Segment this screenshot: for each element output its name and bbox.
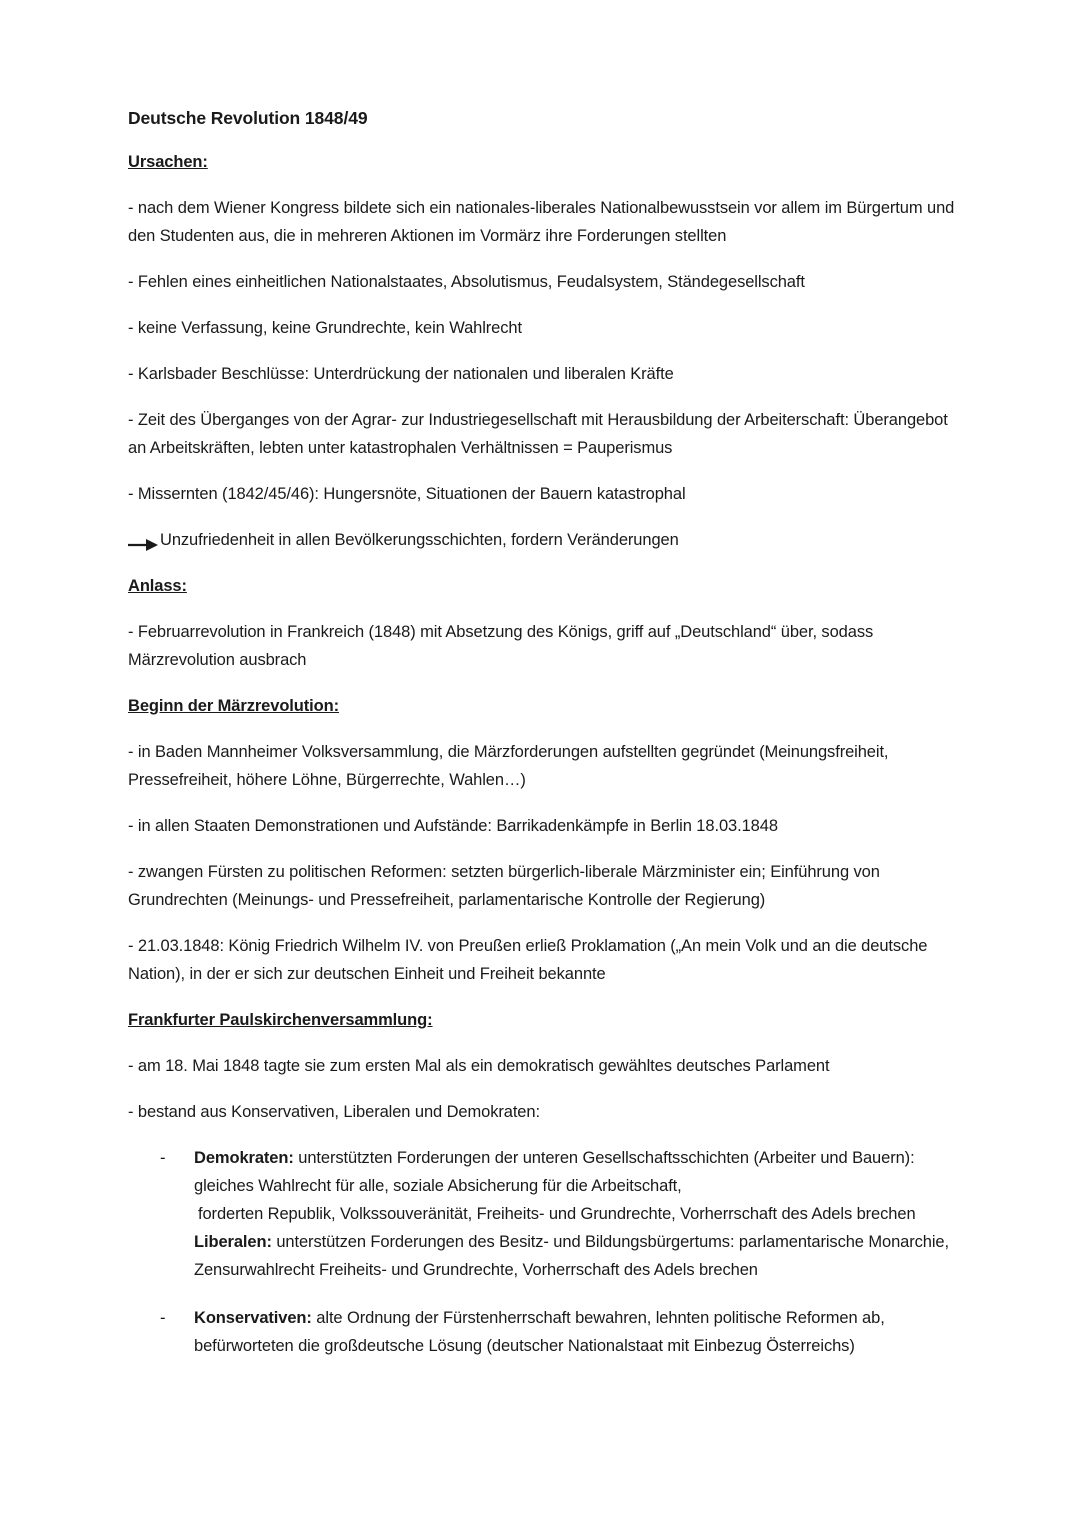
paragraph: - Februarrevolution in Frankreich (1848) mit Absetzung des Königs, griff auf „Deutschland“ über, sodass Märzrevolution ausbrach bbox=[128, 623, 874, 669]
document-title: Deutsche Revolution 1848/49 bbox=[128, 108, 368, 128]
section-heading-ursachen: Ursachen: bbox=[128, 153, 208, 171]
konservativen-entry bbox=[194, 1304, 958, 1360]
document-page bbox=[128, 104, 958, 1380]
paragraph: - Karlsbader Beschlüsse: Unterdrückung der nationalen und liberalen Kräfte bbox=[128, 365, 674, 383]
conclusion-text: Unzufriedenheit in allen Bevölkerungsschichten, fordern Veränderungen bbox=[160, 531, 679, 549]
paragraph: - Fehlen eines einheitlichen Nationalstaates, Absolutismus, Feudalsystem, Ständegesellschaft bbox=[128, 273, 805, 291]
paragraph: - in Baden Mannheimer Volksversammlung, die Märzforderungen aufstellten gegründet (Meinungsfreiheit, Pressefreiheit, höhere Löhne, Bürgerrechte, Wahlen…) bbox=[128, 743, 889, 789]
paragraph: - nach dem Wiener Kongress bildete sich ein nationales-liberales Nationalbewusstsein vor allem im Bürgertum und den Studenten aus, die in mehreren Aktionen im Vormärz ihre Forderungen stellten bbox=[128, 199, 955, 245]
section-heading-beginn: Beginn der Märzrevolution: bbox=[128, 697, 339, 715]
paragraph: - Zeit des Überganges von der Agrar- zur Industriegesellschaft mit Herausbildung der Arbeiterschaft: Überangebot an Arbeitskräften, lebten unter katastrophalen Verhältnissen = Pauperismus bbox=[128, 411, 948, 457]
paragraph: - keine Verfassung, keine Grundrechte, kein Wahlrecht bbox=[128, 319, 522, 337]
list-item-konservativen bbox=[128, 1304, 958, 1360]
demokraten-label: Demokraten: bbox=[194, 1149, 294, 1167]
paragraph: - 21.03.1848: König Friedrich Wilhelm IV. von Preußen erließ Proklamation („An mein Volk und an die deutsche Nation), in der er sich zur deutschen Einheit und Freiheit bekannte bbox=[128, 937, 928, 983]
section-heading-paulskirche: Frankfurter Paulskirchenversammlung: bbox=[128, 1011, 433, 1029]
paragraph: - bestand aus Konservativen, Liberalen und Demokraten: bbox=[128, 1103, 540, 1121]
demokraten-entry bbox=[194, 1144, 958, 1200]
section-heading-anlass: Anlass: bbox=[128, 577, 187, 595]
right-arrow-icon bbox=[128, 533, 160, 547]
liberalen-label: Liberalen: bbox=[194, 1233, 272, 1251]
party-list bbox=[128, 1144, 958, 1360]
list-dash: - bbox=[160, 1149, 166, 1167]
demokraten-text: unterstützten Forderungen der unteren Gesellschaftsschichten (Arbeiter und Bauern): gleiches Wahlrecht für alle, soziale Absicherung für die Arbeitschaft, bbox=[194, 1149, 915, 1195]
liberalen-entry bbox=[194, 1228, 958, 1284]
list-dash: - bbox=[160, 1309, 166, 1327]
list-item-demokraten-liberalen bbox=[128, 1144, 958, 1284]
paragraph: - zwangen Fürsten zu politischen Reformen: setzten bürgerlich-liberale Märzminister ein; Einführung von Grundrechten (Meinungs- und Pressefreiheit, parlamentarische Kontrolle der Regierung) bbox=[128, 863, 880, 909]
paragraph: - in allen Staaten Demonstrationen und Aufstände: Barrikadenkämpfe in Berlin 18.03.1848 bbox=[128, 817, 778, 835]
konservativen-text: alte Ordnung der Fürstenherrschaft bewahren, lehnten politische Reformen ab, befürworteten die großdeutsche Lösung (deutscher Nationalstaat mit Einbezug Österreichs) bbox=[194, 1309, 885, 1355]
paragraph: - Missernten (1842/45/46): Hungersnöte, Situationen der Bauern katastrophal bbox=[128, 485, 686, 503]
paragraph: - am 18. Mai 1848 tagte sie zum ersten Mal als ein demokratisch gewähltes deutsches Parlament bbox=[128, 1057, 830, 1075]
conclusion-line bbox=[128, 526, 958, 554]
konservativen-label: Konservativen: bbox=[194, 1309, 312, 1327]
demokraten-text-continued: forderten Republik, Volkssouveränität, Freiheits- und Grundrechte, Vorherrschaft des Adels brechen bbox=[198, 1205, 916, 1223]
liberalen-text: unterstützen Forderungen des Besitz- und Bildungsbürgertums: parlamentarische Monarchie, Zensurwahlrecht Freiheits- und Grundrechte, Vorherrschaft des Adels brechen bbox=[194, 1233, 949, 1279]
